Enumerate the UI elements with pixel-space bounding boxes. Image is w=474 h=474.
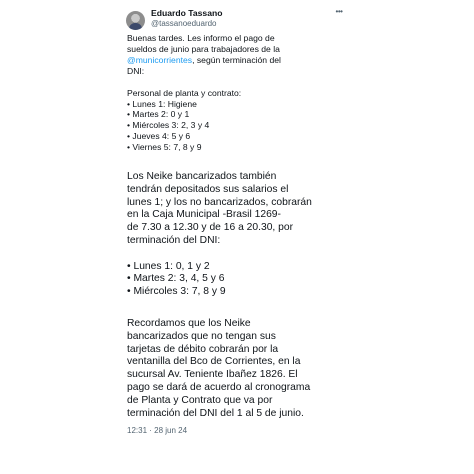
tweet-text-line: [127, 55, 347, 66]
tweet-text-line: terminación del DNI:: [127, 234, 221, 246]
schedule-item: • Miércoles 3: 2, 3 y 4: [127, 120, 210, 131]
tweet-text-section-2: [127, 171, 352, 299]
schedule-item: • Viernes 5: 7, 8 y 9: [127, 142, 202, 153]
tweet-timestamp[interactable]: 12:31 · 28 jun 24: [127, 426, 188, 435]
tweet-text-line: Los Neike bancarizados también: [127, 171, 277, 182]
tweet-text-line: en la Caja Municipal -Brasil 1269-: [127, 209, 281, 221]
tweet-text-line: pago se dará de acuerdo al cronograma: [127, 381, 311, 393]
tweet-text-line: lunes 1; y los no bancarizados, cobrarán: [127, 196, 312, 208]
schedule-item: • Lunes 1: Higiene: [127, 98, 197, 109]
tweet-text-line: de Planta y Contrato que va por: [127, 394, 273, 406]
tweet-text-line: Buenas tardes. Les informo el pago de: [127, 33, 275, 43]
more-horizontal-icon[interactable]: •••: [335, 7, 343, 16]
schedule-item: • Martes 2: 3, 4, 5 y 6: [127, 273, 225, 285]
tweet-text-line: tendrán depositados sus salarios el: [127, 183, 289, 195]
tweet-text-line: sucursal Av. Teniente Ibañez 1826. El: [127, 369, 298, 381]
author-display-name[interactable]: Eduardo Tassano: [151, 8, 223, 18]
tweet-text-line: tarjetas de débito cobrarán por la: [127, 343, 279, 355]
schedule-item: • Miércoles 3: 7, 8 y 9: [127, 286, 226, 298]
tweet-subtitle: Personal de planta y contrato:: [127, 87, 242, 98]
tweet-text-line: ventanilla del Bco de Corrientes, en la: [127, 356, 301, 368]
schedule-item: • Lunes 1: 0, 1 y 2: [127, 260, 210, 272]
tweet-text-line: Recordamos que los Neike: [127, 318, 251, 329]
tweet-text-line: sueldos de junio para trabajadores de la: [127, 43, 280, 54]
mention-link[interactable]: @municorrientes: [127, 54, 193, 65]
tweet-text-line: terminación del DNI del 1 al 5 de junio.: [127, 407, 304, 419]
tweet-text-line: DNI:: [127, 65, 145, 76]
tweet-header: [151, 8, 222, 29]
tweet-text-section-3: [127, 318, 352, 420]
schedule-item: • Martes 2: 0 y 1: [127, 109, 190, 120]
tweet-text-fragment: , según terminación del: [192, 54, 281, 65]
tweet-text-section-1: [127, 33, 347, 153]
tweet-text-line: bancarizados que no tengan sus: [127, 330, 276, 342]
avatar[interactable]: [126, 11, 145, 30]
author-handle[interactable]: @tassanoeduardo: [151, 19, 217, 28]
schedule-item: • Jueves 4: 5 y 6: [127, 131, 191, 142]
tweet-text-line: de 7.30 a 12.30 y de 16 a 20.30, por: [127, 222, 294, 234]
